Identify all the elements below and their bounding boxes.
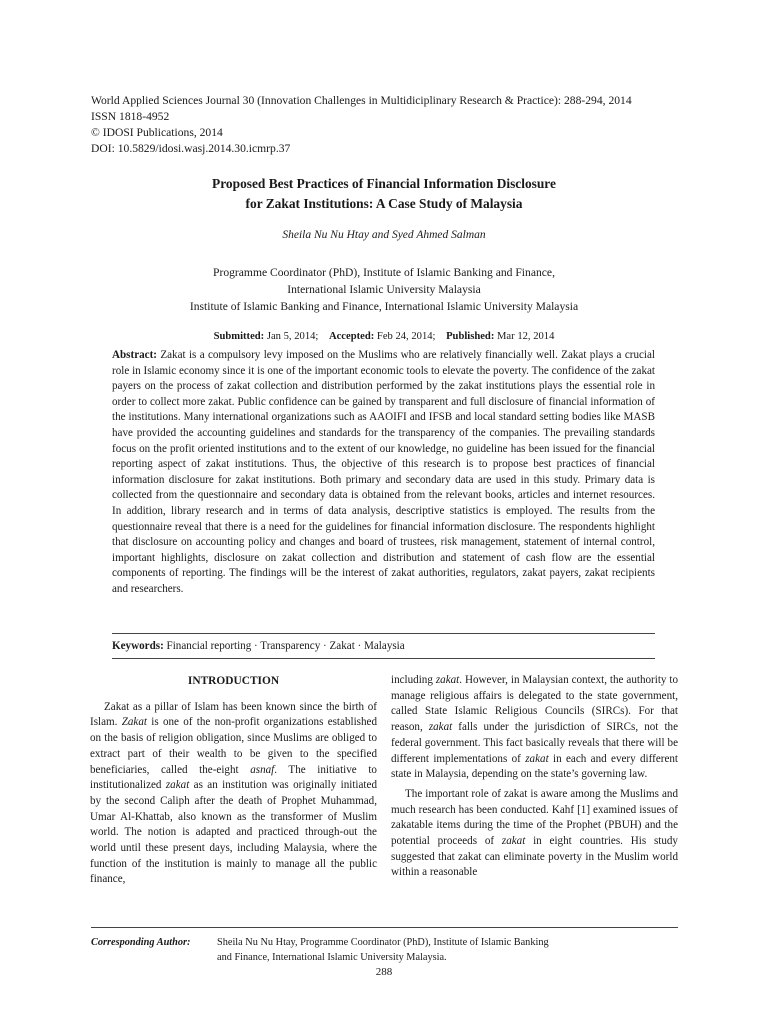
italic-term: Zakat bbox=[121, 716, 147, 729]
abstract-text: Zakat is a compulsory levy imposed on the Muslims who are relatively financially well. Zakat plays a crucial role in Islamic economy since it is one of the important economic tools to elevate the poverty. The confidence of the zakat payers on the process of zakat collection and distribution performed by the zakat institutions plays the essential role in order to collect more zakat. Public confidence can be gained by transparent and full disclosure of financial information of the institutions. Many international organizations such as AAOIFI and IFSB and local standard setting bodies like MASB have provided the accounting guidelines and standards for the transparency of the companies. The prevailing standards focus on the profit oriented institutions and to the extent of our knowledge, no guideline has been issued for the financial reporting aspect of zakat institutions. Thus, the objective of this research is to propose best practices of financial information disclosure for zakat institutions. Both primary and secondary data are used in this study. Primary data is collected from the questionnaire and secondary data is obtained from the relevant books, articles and internet resources. In addition, library research and in terms of data analysis, descriptive statistics is employed. The results from the questionnaire reveal that there is a need for the guidelines for financial information disclosure. The respondents highlight that disclosure on accounting policy and changes and board of trustees, risk management, statement of internal control, important highlights, disclosure on zakat collection and distribution and statement of cash flow are the essential components of reporting. The findings will be the interest of zakat authorities, regulators, zakat payers, zakat recipients and researchers. bbox=[112, 349, 656, 595]
text-run: in eight countries. His study suggested that zakat can eliminate poverty in the Muslim world within a reasonable bbox=[391, 835, 678, 879]
text-run: Zakat as a pillar of Islam has been known since the birth of Islam. bbox=[90, 700, 377, 729]
intro-paragraph-1 bbox=[90, 700, 377, 888]
section-heading-introduction: INTRODUCTION bbox=[187, 675, 280, 687]
paper-title bbox=[84, 174, 684, 214]
italic-term: zakat bbox=[165, 779, 190, 792]
abstract-label: Abstract: bbox=[112, 349, 157, 361]
italic-term: zakat bbox=[435, 674, 460, 686]
text-run: is one of the non-profit organizations established on the basis of religion obligation, since Muslims are obliged to extract part of their wealth to be given to the specified beneficiaries, called the-eight bbox=[90, 716, 377, 776]
corresponding-author bbox=[91, 935, 691, 965]
title-line-2: for Zakat Institutions: A Case Study of Malaysia bbox=[245, 196, 523, 211]
journal-header bbox=[91, 93, 691, 157]
authors: Sheila Nu Nu Htay and Syed Ahmed Salman bbox=[282, 229, 486, 241]
italic-term: zakat bbox=[501, 835, 526, 848]
published-label: Published: bbox=[446, 331, 495, 342]
column-right bbox=[391, 673, 678, 885]
corr-label: Corresponding Author: bbox=[91, 937, 191, 948]
text-run: in each and every different state in Malaysia, depending on the state’s governing law. bbox=[391, 752, 678, 781]
affiliation-line-2: International Islamic University Malaysia bbox=[287, 283, 481, 296]
copyright: © IDOSI Publications, 2014 bbox=[91, 126, 223, 139]
text-run: . However, in Malaysian context, the authority to manage religious affairs is delegated to the state government, called State Islamic Religious Councils (SIRCs). For that reason, bbox=[391, 674, 678, 734]
text-run: including bbox=[391, 674, 436, 686]
col2-paragraph-1 bbox=[391, 673, 678, 783]
keywords-text: Financial reporting · Transparency · Zakat · Malaysia bbox=[166, 640, 405, 652]
affiliation-line-3: Institute of Islamic Banking and Finance, International Islamic University Malaysia bbox=[189, 300, 579, 313]
keywords bbox=[112, 640, 655, 652]
journal-citation: World Applied Sciences Journal 30 (Innovation Challenges in Multidiciplinary Research & Practice): 288-294, 2014 bbox=[91, 94, 632, 107]
column-left bbox=[90, 674, 377, 892]
accepted-label: Accepted: bbox=[328, 331, 375, 342]
issn: ISSN 1818-4952 bbox=[91, 110, 170, 123]
italic-term: zakat bbox=[428, 721, 453, 734]
accepted-date: Feb 24, 2014; bbox=[376, 331, 436, 342]
doi: DOI: 10.5829/idosi.wasj.2014.30.icmrp.37 bbox=[91, 142, 291, 155]
published-date: Mar 12, 2014 bbox=[497, 331, 555, 342]
keywords-label: Keywords: bbox=[112, 640, 164, 652]
text-run: . The initiative to institutionalized bbox=[90, 763, 377, 792]
italic-term: zakat bbox=[525, 752, 549, 765]
footnote-divider bbox=[91, 927, 678, 928]
abstract bbox=[112, 348, 655, 598]
corr-text-2: and Finance, International Islamic University Malaysia. bbox=[217, 952, 447, 963]
submitted-label: Submitted: bbox=[213, 331, 265, 342]
page-number: 288 bbox=[375, 966, 393, 978]
title-line-1: Proposed Best Practices of Financial Information Disclosure bbox=[212, 176, 556, 191]
corr-line-1 bbox=[91, 935, 691, 950]
affiliation-line-1: Programme Coordinator (PhD), Institute of Islamic Banking and Finance, bbox=[213, 266, 555, 279]
submitted-date: Jan 5, 2014; bbox=[266, 331, 319, 342]
affiliation bbox=[84, 264, 684, 315]
publication-dates bbox=[84, 331, 684, 342]
col2-paragraph-2 bbox=[391, 787, 678, 881]
italic-term: asnaf bbox=[250, 763, 275, 776]
text-run: The important role of zakat is aware among the Muslims and much research has been conducted. Kahf [1] examined issues of zakatable items during the time of the Prophet (PBUH) and the potential proceeds of bbox=[391, 787, 678, 848]
text-run: falls under the jurisdiction of SIRCs, not the federal government. This fact basically reveals that there will be different implementations of bbox=[391, 721, 678, 765]
keywords-divider bbox=[112, 658, 655, 659]
corr-text-1: Sheila Nu Nu Htay, Programme Coordinator (PhD), Institute of Islamic Banking bbox=[217, 937, 549, 948]
text-run: as an institution was originally initiated by the second Caliph after the death of Prophet Muhammad, Umar Al-Khattab, also known as the transformer of Muslim world. The notion is adapted and practiced through-out the world until these present days, including Malaysia, where the function of the institution is mainly to manage all the public finance, bbox=[90, 779, 377, 886]
abstract-divider bbox=[112, 633, 655, 634]
